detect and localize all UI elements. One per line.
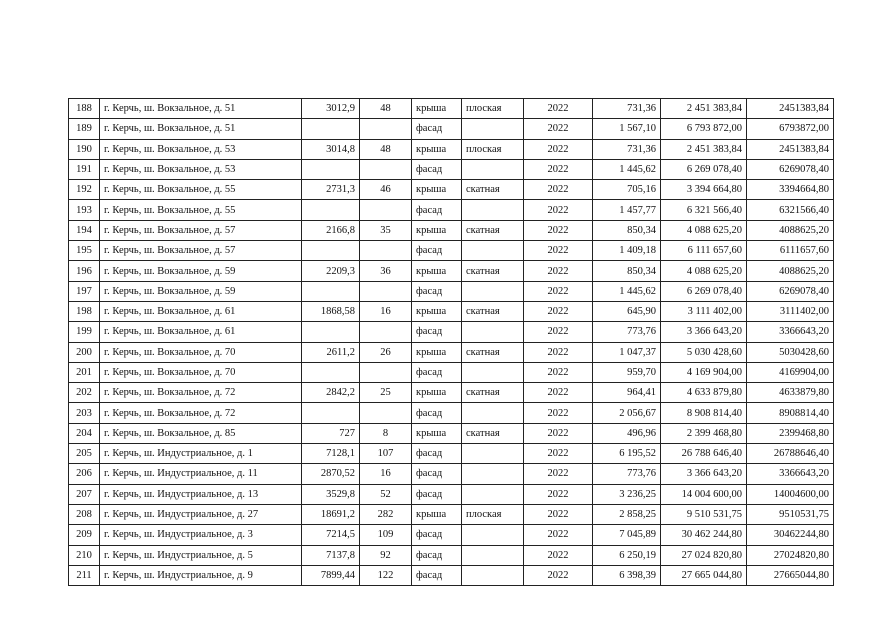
total-cost-plain-cell: 3394664,80: [747, 180, 834, 200]
table-row: [69, 99, 834, 119]
area-cell: [302, 200, 360, 220]
total-cost-cell: 27 024 820,80: [661, 545, 747, 565]
address-cell: г. Керчь, ш. Индустриальное, д. 5: [100, 545, 302, 565]
address-cell: г. Керчь, ш. Вокзальное, д. 72: [100, 403, 302, 423]
year-cell: 2022: [524, 403, 593, 423]
total-cost-plain-cell: 4169904,00: [747, 362, 834, 382]
row-number: 206: [69, 464, 100, 484]
apartments-cell: 16: [360, 301, 412, 321]
total-cost-plain-cell: 30462244,80: [747, 525, 834, 545]
total-cost-plain-cell: 4633879,80: [747, 383, 834, 403]
row-number: 200: [69, 342, 100, 362]
roof-type-cell: [462, 281, 524, 301]
apartments-cell: 26: [360, 342, 412, 362]
apartments-cell: 52: [360, 484, 412, 504]
work-type-cell: крыша: [412, 301, 462, 321]
work-type-cell: фасад: [412, 525, 462, 545]
address-cell: г. Керчь, ш. Вокзальное, д. 53: [100, 159, 302, 179]
row-number: 204: [69, 423, 100, 443]
unit-cost-cell: 6 250,19: [593, 545, 661, 565]
apartments-cell: 16: [360, 464, 412, 484]
apartments-cell: [360, 159, 412, 179]
area-cell: 2731,3: [302, 180, 360, 200]
total-cost-cell: 4 169 904,00: [661, 362, 747, 382]
work-type-cell: фасад: [412, 464, 462, 484]
year-cell: 2022: [524, 525, 593, 545]
area-cell: 7137,8: [302, 545, 360, 565]
address-cell: г. Керчь, ш. Индустриальное, д. 3: [100, 525, 302, 545]
repair-schedule-table: [68, 98, 834, 586]
table-row: [69, 545, 834, 565]
year-cell: 2022: [524, 464, 593, 484]
row-number: 192: [69, 180, 100, 200]
roof-type-cell: [462, 484, 524, 504]
apartments-cell: [360, 281, 412, 301]
total-cost-cell: 26 788 646,40: [661, 444, 747, 464]
apartments-cell: 282: [360, 504, 412, 524]
unit-cost-cell: 964,41: [593, 383, 661, 403]
apartments-cell: [360, 241, 412, 261]
total-cost-plain-cell: 27665044,80: [747, 565, 834, 585]
work-type-cell: фасад: [412, 484, 462, 504]
unit-cost-cell: 1 567,10: [593, 119, 661, 139]
work-type-cell: крыша: [412, 99, 462, 119]
work-type-cell: крыша: [412, 180, 462, 200]
unit-cost-cell: 6 398,39: [593, 565, 661, 585]
area-cell: [302, 119, 360, 139]
table-row: [69, 504, 834, 524]
row-number: 193: [69, 200, 100, 220]
year-cell: 2022: [524, 301, 593, 321]
address-cell: г. Керчь, ш. Вокзальное, д. 70: [100, 342, 302, 362]
work-type-cell: крыша: [412, 423, 462, 443]
roof-type-cell: [462, 565, 524, 585]
address-cell: г. Керчь, ш. Вокзальное, д. 53: [100, 139, 302, 159]
row-number: 209: [69, 525, 100, 545]
year-cell: 2022: [524, 423, 593, 443]
year-cell: 2022: [524, 444, 593, 464]
apartments-cell: 92: [360, 545, 412, 565]
total-cost-plain-cell: 14004600,00: [747, 484, 834, 504]
roof-type-cell: плоская: [462, 139, 524, 159]
work-type-cell: крыша: [412, 261, 462, 281]
year-cell: 2022: [524, 261, 593, 281]
apartments-cell: [360, 119, 412, 139]
roof-type-cell: [462, 444, 524, 464]
unit-cost-cell: 645,90: [593, 301, 661, 321]
total-cost-plain-cell: 6269078,40: [747, 159, 834, 179]
address-cell: г. Керчь, ш. Вокзальное, д. 57: [100, 220, 302, 240]
address-cell: г. Керчь, ш. Индустриальное, д. 27: [100, 504, 302, 524]
apartments-cell: 8: [360, 423, 412, 443]
unit-cost-cell: 1 457,77: [593, 200, 661, 220]
year-cell: 2022: [524, 119, 593, 139]
work-type-cell: фасад: [412, 403, 462, 423]
area-cell: [302, 241, 360, 261]
area-cell: 2870,52: [302, 464, 360, 484]
table-row: [69, 159, 834, 179]
address-cell: г. Керчь, ш. Вокзальное, д. 59: [100, 281, 302, 301]
work-type-cell: фасад: [412, 545, 462, 565]
apartments-cell: 107: [360, 444, 412, 464]
apartments-cell: [360, 403, 412, 423]
unit-cost-cell: 2 056,67: [593, 403, 661, 423]
table-row: [69, 301, 834, 321]
roof-type-cell: скатная: [462, 383, 524, 403]
total-cost-cell: 3 366 643,20: [661, 322, 747, 342]
total-cost-cell: 5 030 428,60: [661, 342, 747, 362]
year-cell: 2022: [524, 159, 593, 179]
row-number: 208: [69, 504, 100, 524]
table-row: [69, 322, 834, 342]
address-cell: г. Керчь, ш. Вокзальное, д. 55: [100, 180, 302, 200]
unit-cost-cell: 705,16: [593, 180, 661, 200]
unit-cost-cell: 850,34: [593, 220, 661, 240]
total-cost-cell: 6 269 078,40: [661, 159, 747, 179]
apartments-cell: 46: [360, 180, 412, 200]
unit-cost-cell: 773,76: [593, 322, 661, 342]
total-cost-cell: 6 321 566,40: [661, 200, 747, 220]
year-cell: 2022: [524, 565, 593, 585]
unit-cost-cell: 2 858,25: [593, 504, 661, 524]
area-cell: [302, 362, 360, 382]
area-cell: 1868,58: [302, 301, 360, 321]
row-number: 211: [69, 565, 100, 585]
roof-type-cell: скатная: [462, 261, 524, 281]
year-cell: 2022: [524, 200, 593, 220]
address-cell: г. Керчь, ш. Вокзальное, д. 55: [100, 200, 302, 220]
total-cost-plain-cell: 4088625,20: [747, 220, 834, 240]
table-row: [69, 423, 834, 443]
unit-cost-cell: 1 047,37: [593, 342, 661, 362]
address-cell: г. Керчь, ш. Индустриальное, д. 11: [100, 464, 302, 484]
roof-type-cell: [462, 159, 524, 179]
address-cell: г. Керчь, ш. Индустриальное, д. 9: [100, 565, 302, 585]
unit-cost-cell: 496,96: [593, 423, 661, 443]
apartments-cell: [360, 200, 412, 220]
work-type-cell: фасад: [412, 200, 462, 220]
row-number: 190: [69, 139, 100, 159]
total-cost-plain-cell: 27024820,80: [747, 545, 834, 565]
table-row: [69, 180, 834, 200]
area-cell: [302, 281, 360, 301]
total-cost-cell: 2 399 468,80: [661, 423, 747, 443]
work-type-cell: фасад: [412, 119, 462, 139]
work-type-cell: фасад: [412, 159, 462, 179]
table-row: [69, 565, 834, 585]
row-number: 201: [69, 362, 100, 382]
address-cell: г. Керчь, ш. Вокзальное, д. 57: [100, 241, 302, 261]
area-cell: 3012,9: [302, 99, 360, 119]
total-cost-cell: 4 633 879,80: [661, 383, 747, 403]
year-cell: 2022: [524, 504, 593, 524]
table-row: [69, 464, 834, 484]
total-cost-plain-cell: 2451383,84: [747, 139, 834, 159]
year-cell: 2022: [524, 484, 593, 504]
roof-type-cell: скатная: [462, 342, 524, 362]
roof-type-cell: [462, 545, 524, 565]
work-type-cell: фасад: [412, 565, 462, 585]
total-cost-plain-cell: 6111657,60: [747, 241, 834, 261]
roof-type-cell: [462, 362, 524, 382]
unit-cost-cell: 1 409,18: [593, 241, 661, 261]
total-cost-cell: 3 366 643,20: [661, 464, 747, 484]
unit-cost-cell: 773,76: [593, 464, 661, 484]
row-number: 194: [69, 220, 100, 240]
work-type-cell: крыша: [412, 383, 462, 403]
area-cell: 7214,5: [302, 525, 360, 545]
unit-cost-cell: 1 445,62: [593, 159, 661, 179]
table-row: [69, 119, 834, 139]
table-body: [69, 99, 834, 586]
area-cell: 18691,2: [302, 504, 360, 524]
roof-type-cell: скатная: [462, 423, 524, 443]
year-cell: 2022: [524, 180, 593, 200]
row-number: 197: [69, 281, 100, 301]
table-row: [69, 342, 834, 362]
apartments-cell: 48: [360, 99, 412, 119]
roof-type-cell: [462, 403, 524, 423]
unit-cost-cell: 1 445,62: [593, 281, 661, 301]
total-cost-plain-cell: 8908814,40: [747, 403, 834, 423]
year-cell: 2022: [524, 362, 593, 382]
roof-type-cell: скатная: [462, 301, 524, 321]
total-cost-plain-cell: 26788646,40: [747, 444, 834, 464]
apartments-cell: 48: [360, 139, 412, 159]
row-number: 199: [69, 322, 100, 342]
address-cell: г. Керчь, ш. Вокзальное, д. 70: [100, 362, 302, 382]
total-cost-cell: 14 004 600,00: [661, 484, 747, 504]
apartments-cell: 122: [360, 565, 412, 585]
table-row: [69, 241, 834, 261]
table-row: [69, 362, 834, 382]
apartments-cell: [360, 362, 412, 382]
table-row: [69, 139, 834, 159]
year-cell: 2022: [524, 281, 593, 301]
address-cell: г. Керчь, ш. Вокзальное, д. 51: [100, 119, 302, 139]
table-row: [69, 525, 834, 545]
row-number: 205: [69, 444, 100, 464]
total-cost-plain-cell: 6793872,00: [747, 119, 834, 139]
table-row: [69, 403, 834, 423]
roof-type-cell: [462, 525, 524, 545]
row-number: 207: [69, 484, 100, 504]
work-type-cell: фасад: [412, 322, 462, 342]
total-cost-cell: 9 510 531,75: [661, 504, 747, 524]
area-cell: [302, 159, 360, 179]
total-cost-plain-cell: 3366643,20: [747, 322, 834, 342]
total-cost-cell: 4 088 625,20: [661, 220, 747, 240]
year-cell: 2022: [524, 241, 593, 261]
address-cell: г. Керчь, ш. Индустриальное, д. 13: [100, 484, 302, 504]
total-cost-cell: 8 908 814,40: [661, 403, 747, 423]
apartments-cell: 25: [360, 383, 412, 403]
year-cell: 2022: [524, 322, 593, 342]
apartments-cell: 35: [360, 220, 412, 240]
address-cell: г. Керчь, ш. Вокзальное, д. 61: [100, 322, 302, 342]
unit-cost-cell: 3 236,25: [593, 484, 661, 504]
work-type-cell: фасад: [412, 281, 462, 301]
total-cost-plain-cell: 4088625,20: [747, 261, 834, 281]
year-cell: 2022: [524, 139, 593, 159]
apartments-cell: 36: [360, 261, 412, 281]
roof-type-cell: [462, 119, 524, 139]
year-cell: 2022: [524, 220, 593, 240]
table-row: [69, 484, 834, 504]
unit-cost-cell: 850,34: [593, 261, 661, 281]
table-row: [69, 220, 834, 240]
work-type-cell: фасад: [412, 362, 462, 382]
work-type-cell: крыша: [412, 139, 462, 159]
area-cell: 2209,3: [302, 261, 360, 281]
work-type-cell: крыша: [412, 504, 462, 524]
total-cost-plain-cell: 6321566,40: [747, 200, 834, 220]
roof-type-cell: плоская: [462, 504, 524, 524]
roof-type-cell: скатная: [462, 180, 524, 200]
address-cell: г. Керчь, ш. Вокзальное, д. 59: [100, 261, 302, 281]
total-cost-plain-cell: 2399468,80: [747, 423, 834, 443]
area-cell: 2842,2: [302, 383, 360, 403]
apartments-cell: [360, 322, 412, 342]
area-cell: 3529,8: [302, 484, 360, 504]
area-cell: 2611,2: [302, 342, 360, 362]
area-cell: 7899,44: [302, 565, 360, 585]
total-cost-cell: 6 269 078,40: [661, 281, 747, 301]
unit-cost-cell: 6 195,52: [593, 444, 661, 464]
year-cell: 2022: [524, 342, 593, 362]
work-type-cell: крыша: [412, 220, 462, 240]
area-cell: 3014,8: [302, 139, 360, 159]
unit-cost-cell: 7 045,89: [593, 525, 661, 545]
unit-cost-cell: 731,36: [593, 139, 661, 159]
row-number: 210: [69, 545, 100, 565]
year-cell: 2022: [524, 383, 593, 403]
row-number: 189: [69, 119, 100, 139]
work-type-cell: фасад: [412, 444, 462, 464]
area-cell: 7128,1: [302, 444, 360, 464]
table-row: [69, 261, 834, 281]
work-type-cell: фасад: [412, 241, 462, 261]
roof-type-cell: плоская: [462, 99, 524, 119]
row-number: 188: [69, 99, 100, 119]
roof-type-cell: [462, 464, 524, 484]
table-row: [69, 383, 834, 403]
total-cost-cell: 3 394 664,80: [661, 180, 747, 200]
address-cell: г. Керчь, ш. Вокзальное, д. 61: [100, 301, 302, 321]
total-cost-cell: 27 665 044,80: [661, 565, 747, 585]
work-type-cell: крыша: [412, 342, 462, 362]
row-number: 203: [69, 403, 100, 423]
total-cost-cell: 30 462 244,80: [661, 525, 747, 545]
address-cell: г. Керчь, ш. Вокзальное, д. 85: [100, 423, 302, 443]
total-cost-cell: 4 088 625,20: [661, 261, 747, 281]
address-cell: г. Керчь, ш. Вокзальное, д. 72: [100, 383, 302, 403]
unit-cost-cell: 959,70: [593, 362, 661, 382]
row-number: 196: [69, 261, 100, 281]
area-cell: [302, 322, 360, 342]
row-number: 195: [69, 241, 100, 261]
area-cell: [302, 403, 360, 423]
address-cell: г. Керчь, ш. Индустриальное, д. 1: [100, 444, 302, 464]
total-cost-cell: 6 793 872,00: [661, 119, 747, 139]
unit-cost-cell: 731,36: [593, 99, 661, 119]
table-row: [69, 281, 834, 301]
total-cost-plain-cell: 3366643,20: [747, 464, 834, 484]
total-cost-plain-cell: 5030428,60: [747, 342, 834, 362]
roof-type-cell: [462, 241, 524, 261]
roof-type-cell: [462, 200, 524, 220]
total-cost-plain-cell: 3111402,00: [747, 301, 834, 321]
address-cell: г. Керчь, ш. Вокзальное, д. 51: [100, 99, 302, 119]
apartments-cell: 109: [360, 525, 412, 545]
total-cost-plain-cell: 9510531,75: [747, 504, 834, 524]
total-cost-plain-cell: 6269078,40: [747, 281, 834, 301]
total-cost-cell: 3 111 402,00: [661, 301, 747, 321]
total-cost-plain-cell: 2451383,84: [747, 99, 834, 119]
total-cost-cell: 6 111 657,60: [661, 241, 747, 261]
row-number: 198: [69, 301, 100, 321]
area-cell: 727: [302, 423, 360, 443]
table-row: [69, 444, 834, 464]
roof-type-cell: [462, 322, 524, 342]
row-number: 191: [69, 159, 100, 179]
area-cell: 2166,8: [302, 220, 360, 240]
total-cost-cell: 2 451 383,84: [661, 139, 747, 159]
roof-type-cell: скатная: [462, 220, 524, 240]
total-cost-cell: 2 451 383,84: [661, 99, 747, 119]
row-number: 202: [69, 383, 100, 403]
year-cell: 2022: [524, 99, 593, 119]
table-row: [69, 200, 834, 220]
year-cell: 2022: [524, 545, 593, 565]
